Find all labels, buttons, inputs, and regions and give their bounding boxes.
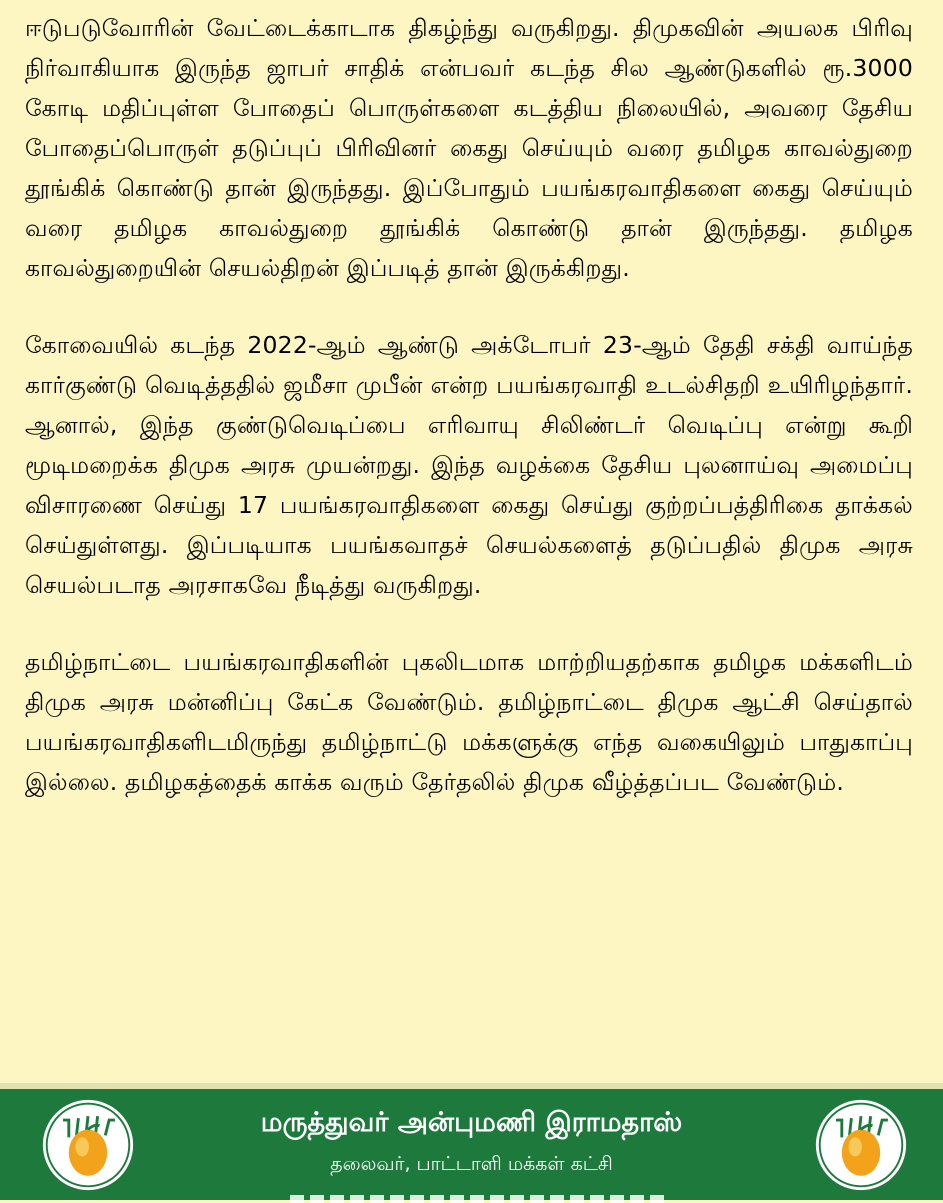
paragraph-3: தமிழ்நாட்டை பயங்கரவாதிகளின் புகலிடமாக மாற்றியதற்காக தமிழக மக்களிடம் திமுக அரசு மன்னிப்பு கேட்க வேண்டும். தமிழ்நாட்டை திமுக ஆட்சி செய்தால் பயங்கரவாதிகளிடமிருந்து தமிழ்நாட்டு மக்களுக்கு எந்த வகையிலும் பாதுகாப்பு இல்லை. தமிழகத்தைக் காக்க வரும் தேர்தலில் திமுக வீழ்த்தப்பட வேண்டும். bbox=[25, 648, 913, 796]
footer-title: தலைவர், பாட்டாளி மக்கள் கட்சி bbox=[330, 1153, 613, 1175]
paragraph-2: கோவையில் கடந்த 2022-ஆம் ஆண்டு அக்டோபர் 23-ஆம் தேதி சக்தி வாய்ந்த கார்குண்டு வெடித்ததில் ஜமீசா முபீன் என்ற பயங்கரவாதி உடல்சிதறி உயிரிழந்தார். ஆனால், இந்த குண்டுவெடிப்பை எரிவாயு சிலிண்டர் வெடிப்பு என்று கூறி மூடிமறைக்க திமுக அரசு முயன்றது. இந்த வழக்கை தேசிய புலனாய்வு அமைப்பு விசாரணை செய்து 17 பயங்கரவாதிகளை கைது செய்து குற்றப்பத்திரிகை தாக்கல் செய்துள்ளது. இப்படியாக பயங்கவாதச் செயல்களைத் தடுப்பதில் திமுக அரசு செயல்படாத அரசாகவே நீடித்து வருகிறது. bbox=[25, 331, 913, 599]
paragraph-1: ஈடுபடுவோரின் வேட்டைக்காடாக திகழ்ந்து வருகிறது. திமுகவின் அயலக பிரிவு நிர்வாகியாக இருந்த ஜாபர் சாதிக் என்பவர் கடந்த சில ஆண்டுகளில் ரூ.3000 கோடி மதிப்புள்ள போதைப் பொருள்களை கடத்திய நிலையில், அவரை தேசிய போதைப்பொருள் தடுப்புப் பிரிவினர் கைது செய்யும் வரை தமிழக காவல்துறை தூங்கிக் கொண்டு தான் இருந்தது. இப்போதும் பயங்கரவாதிகளை கைது செய்யும் வரை தமிழக காவல்துறை தூங்கிக் கொண்டு தான் இருந்தது. தமிழக காவல்துறையின் செயல்திறன் இப்படித் தான் இருக்கிறது. bbox=[25, 14, 913, 282]
footer-strip bbox=[290, 1195, 670, 1203]
mango-logo-icon bbox=[813, 1097, 909, 1193]
footer-name: மருத்துவர் அன்புமணி இராமதாஸ் bbox=[260, 1107, 683, 1138]
footer-banner bbox=[0, 1083, 943, 1200]
article-body bbox=[25, 0, 913, 802]
